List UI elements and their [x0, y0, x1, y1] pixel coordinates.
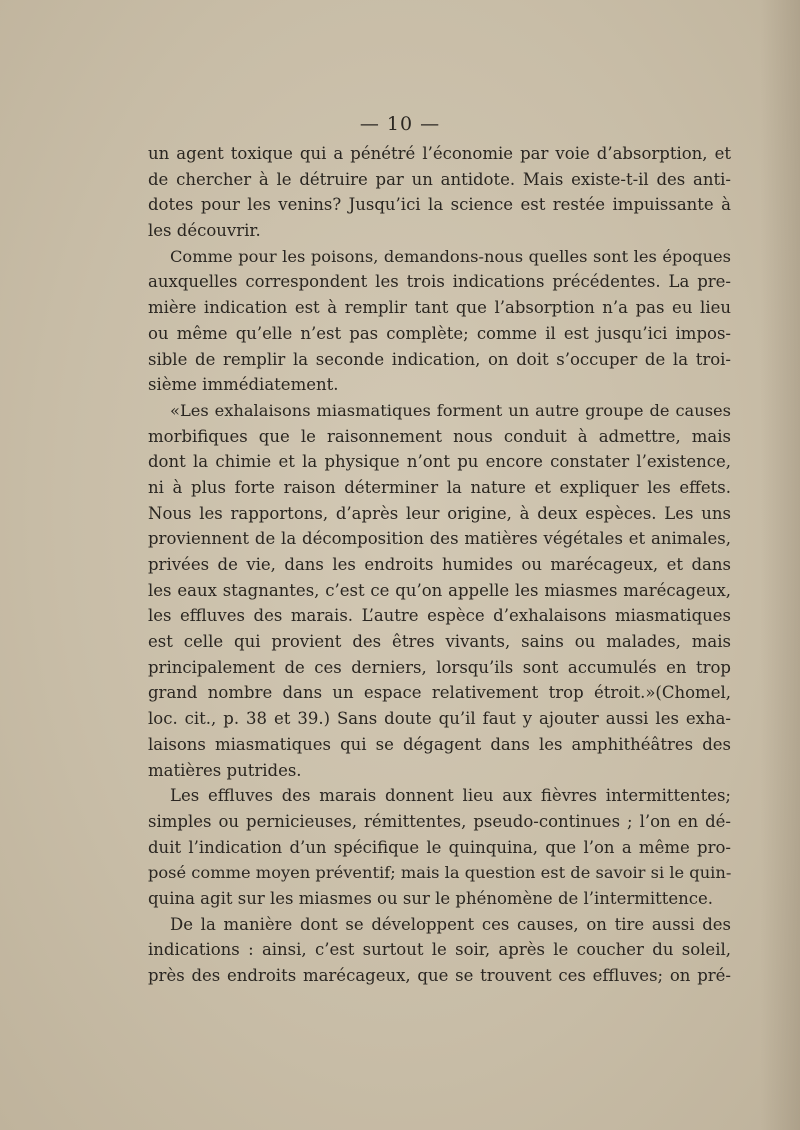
text-line: ni à plus forte raison déterminer la nature et expliquer les effets.: [148, 477, 731, 497]
text-line: est celle qui provient des êtres vivants, sains ou malades, mais: [148, 632, 731, 652]
text-line: sième immédiatement.: [148, 375, 339, 395]
text-line: ou même qu’elle n’est pas complète; comme il est jusqu’ici impos-: [148, 323, 731, 343]
text-line: matières putrides.: [148, 760, 302, 780]
text-line: Les effluves des marais donnent lieu aux fièvres intermittentes;: [170, 786, 731, 806]
text-line: un agent toxique qui a pénétré l’économie par voie d’absorption, et: [148, 144, 731, 163]
text-line: privées de vie, dans les endroits humides ou marécageux, et dans: [148, 555, 731, 574]
text-line: principalement de ces derniers, lorsqu’ils sont accumulés en trop: [148, 657, 731, 677]
text-line: proviennent de la décomposition des matières végétales et animales,: [148, 529, 731, 549]
text-line: les découvrir.: [148, 221, 261, 241]
text-line: posé comme moyen préventif; mais la question est de savoir si le quin-: [148, 863, 732, 883]
text-line: morbifiques que le raisonnement nous conduit à admettre, mais: [148, 426, 731, 446]
page-number: — 10 —: [359, 113, 441, 135]
text-line: dont la chimie et la physique n’ont pu encore constater l’existence,: [148, 452, 731, 472]
page-edge-shadow: [760, 0, 800, 1130]
text-line: Comme pour les poisons, demandons-nous quelles sont les époques: [170, 246, 731, 266]
text-line: les effluves des marais. L’autre espèce d’exhalaisons miasmatiques: [148, 606, 731, 626]
text-line: auxquelles correspondent les trois indications précédentes. La pre-: [148, 272, 731, 292]
text-line: sible de remplir la seconde indication, on doit s’occuper de la troi-: [148, 349, 731, 369]
text-line: les eaux stagnantes, c’est ce qu’on appelle les miasmes marécageux,: [148, 580, 731, 600]
body-text: [148, 141, 731, 989]
text-line: grand nombre dans un espace relativement trop étroit.»(Chomel,: [148, 683, 731, 703]
text-line: quina agit sur les miasmes ou sur le phénomène de l’intermittence.: [148, 888, 714, 908]
text-line: De la manière dont se développent ces causes, on tire aussi des: [170, 914, 731, 934]
text-line: près des endroits marécageux, que se trouvent ces effluves; on pré-: [148, 966, 731, 985]
text-line: simples ou pernicieuses, rémittentes, pseudo-continues ; l’on en dé-: [148, 811, 731, 831]
text-line: indications : ainsi, c’est surtout le soir, après le coucher du soleil,: [148, 940, 731, 960]
text-line: «Les exhalaisons miasmatiques forment un autre groupe de causes: [170, 400, 731, 420]
text-line: mière indication est à remplir tant que l’absorption n’a pas eu lieu: [148, 298, 731, 318]
text-line: laisons miasmatiques qui se dégagent dans les amphithéâtres des: [148, 734, 731, 754]
text-line: dotes pour les venins? Jusqu’ici la science est restée impuissante à: [148, 195, 731, 215]
text-line: de chercher à le détruire par un antidote. Mais existe-t-il des anti-: [148, 169, 731, 189]
text-line: Nous les rapportons, d’après leur origine, à deux espèces. Les uns: [148, 503, 731, 523]
text-line: duit l’indication d’un spécifique le quinquina, que l’on a même pro-: [148, 837, 731, 857]
text-line: loc. cit., p. 38 et 39.) Sans doute qu’il faut y ajouter aussi les exha-: [148, 709, 731, 729]
